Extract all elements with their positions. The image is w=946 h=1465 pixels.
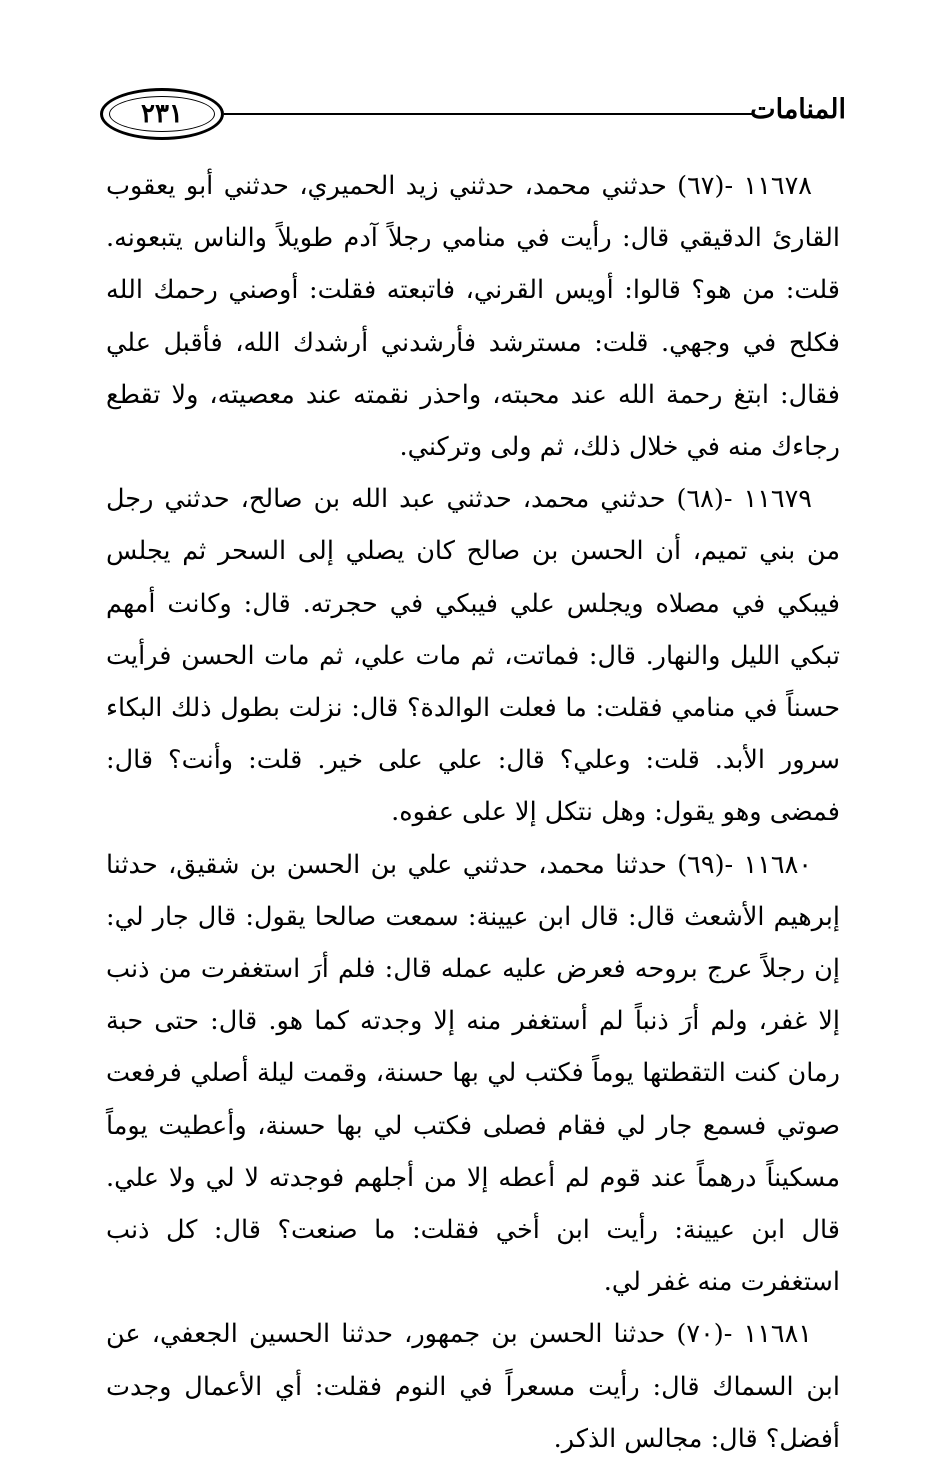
- header-rule: [224, 113, 754, 115]
- page-number-oval: [100, 88, 224, 140]
- page-number: ٢٣١: [141, 99, 183, 129]
- page-header: [100, 88, 846, 144]
- narration-11678: ١١٦٧٨ -(٦٧) حدثني محمد، حدثني زيد الحميري، حدثني أبو يعقوب القارئ الدقيقي قال: رأيت في منامي رجلاً آدم طويلاً والناس يتبعونه. قلت: من هو؟ قالوا: أويس القرني، فاتبعته فقلت: أوصني رحمك الله فكلح في وجهي. قلت: مسترشد فأرشدني أرشدك الله، فأقبل علي فقال: ابتغ رحمة الله عند محبته، واحذر نقمته عند معصيته، ولا تقطع رجاءك منه في خلال ذلك، ثم ولى وتركني.: [106, 171, 840, 463]
- narration-11681: ١١٦٨١ -(٧٠) حدثنا الحسن بن جمهور، حدثنا الحسين الجعفي، عن ابن السماك قال: رأيت مسعراً في النوم فقلت: أي الأعمال وجدت أفضل؟ قال: مجالس الذكر.: [106, 1319, 840, 1454]
- body-text: [106, 160, 840, 1465]
- narration-11679: ١١٦٧٩ -(٦٨) حدثني محمد، حدثني عبد الله بن صالح، حدثني رجل من بني تميم، أن الحسن بن صالح كان يصلي إلى السحر ثم يجلس فيبكي في مصلاه ويجلس علي فيبكي في حجرته. قال: وكانت أمهم تبكي الليل والنهار. قال: فماتت، ثم مات علي، ثم مات الحسن فرأيت حسناً في منامي فقلت: ما فعلت الوالدة؟ قال: نزلت بطول ذلك البكاء سرور الأبد. قلت: وعلي؟ قال: علي على خير. قلت: وأنت؟ قال: فمضى وهو يقول: وهل نتكل إلا على عفوه.: [106, 484, 840, 828]
- running-title: المنامات: [750, 94, 846, 125]
- narration-11680: ١١٦٨٠ -(٦٩) حدثنا محمد، حدثني علي بن الحسن بن شقيق، حدثنا إبرهيم الأشعث قال: قال ابن عيينة: سمعت صالحا يقول: قال جار لي: إن رجلاً عرج بروحه فعرض عليه عمله قال: فلم أرَ استغفرت من ذنب إلا غفر، ولم أرَ ذنباً لم أستغفر منه إلا وجدته كما هو. قال: حتى حبة رمان كنت التقطتها يوماً فكتب لي بها حسنة، وقمت ليلة أصلي فرفعت صوتي فسمع جار لي فقام فصلى فكتب لي بها حسنة، وأعطيت يوماً مسكيناً درهماً عند قوم لم أعطه إلا من أجلهم فوجدته لا لي ولا علي. قال ابن عيينة: رأيت ابن أخي فقلت: ما صنعت؟ قال: كل ذنب استغفرت منه غفر لي.: [106, 849, 840, 1298]
